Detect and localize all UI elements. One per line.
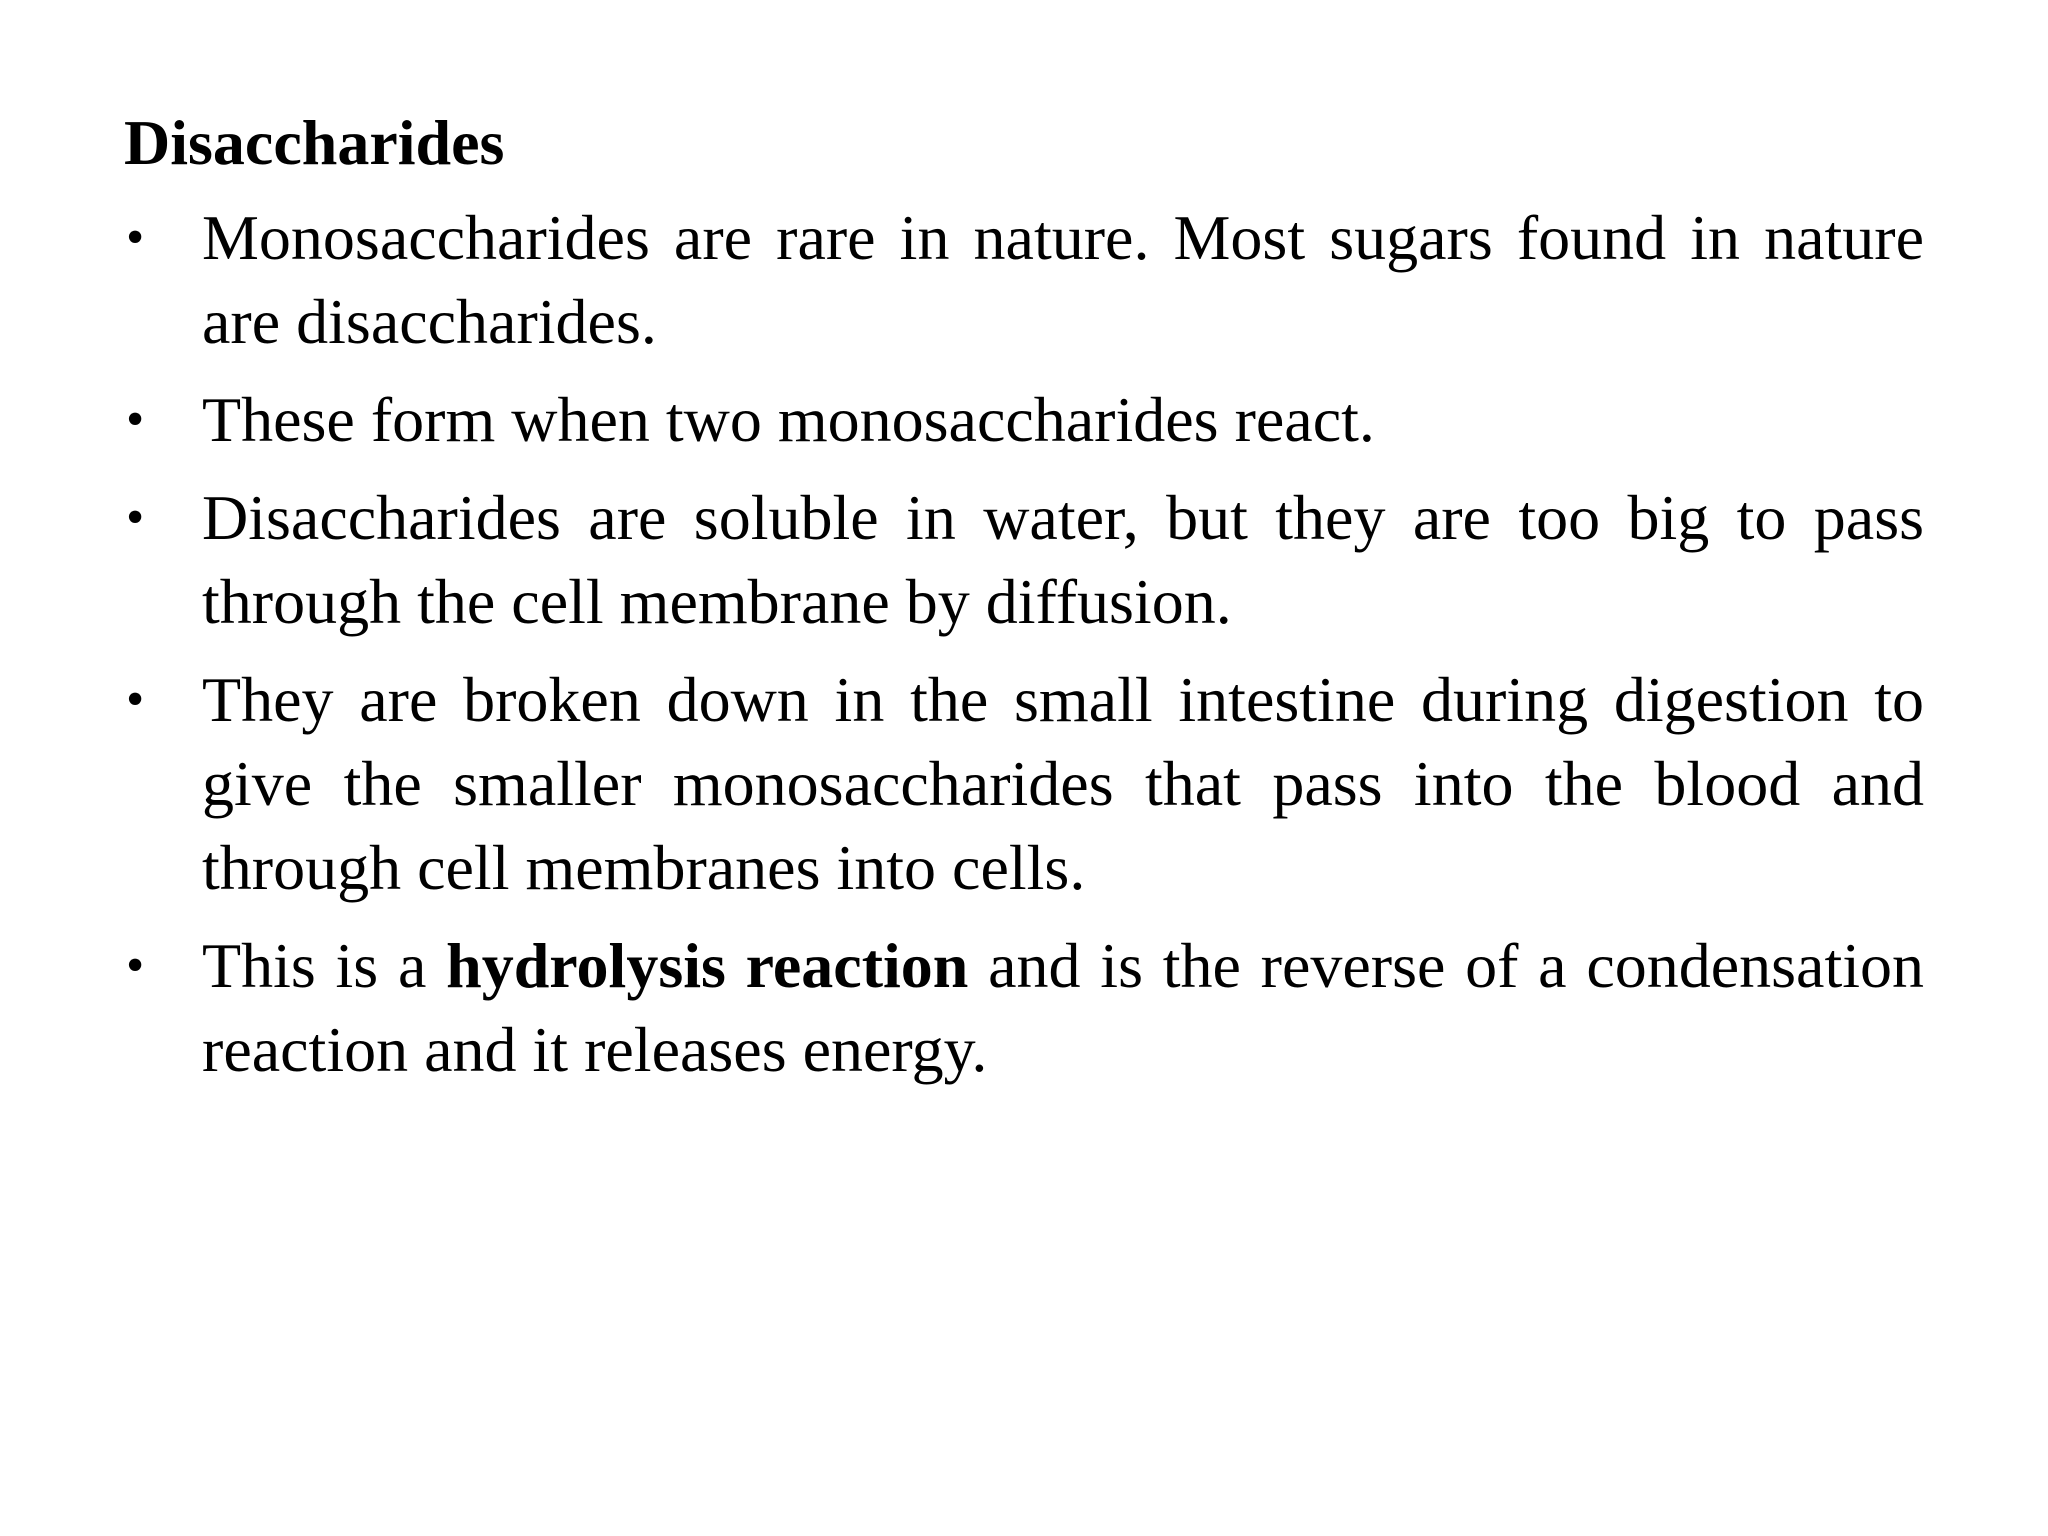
bullet-text: Monosaccharides are rare in nature. Most sugars found in nature are disaccharides. [202, 202, 1924, 357]
bullet-icon: • [126, 937, 145, 994]
bullet-text-suffix: and is the reverse of a condensation reaction and it releases energy. [202, 930, 1925, 1085]
list-item [124, 476, 1924, 644]
bullet-list [124, 196, 1924, 1106]
bullet-icon: • [126, 209, 145, 266]
bullet-icon: • [126, 489, 145, 546]
list-item [124, 924, 1924, 1092]
bold-term: hydrolysis reaction [446, 930, 969, 1001]
list-item [124, 658, 1924, 910]
bullet-text: These form when two monosaccharides react. [202, 384, 1375, 455]
bullet-text: They are broken down in the small intestine during digestion to give the smaller monosaccharides that pass into the blood and through cell membranes into cells. [202, 664, 1924, 903]
list-item [124, 378, 1924, 462]
list-item [124, 196, 1924, 364]
bullet-text: Disaccharides are soluble in water, but they are too big to pass through the cell membrane by diffusion. [202, 482, 1924, 637]
bullet-icon: • [126, 391, 145, 448]
bullet-icon: • [126, 671, 145, 728]
slide-title: Disaccharides [124, 107, 505, 178]
bullet-text-prefix: This is a [202, 930, 447, 1001]
